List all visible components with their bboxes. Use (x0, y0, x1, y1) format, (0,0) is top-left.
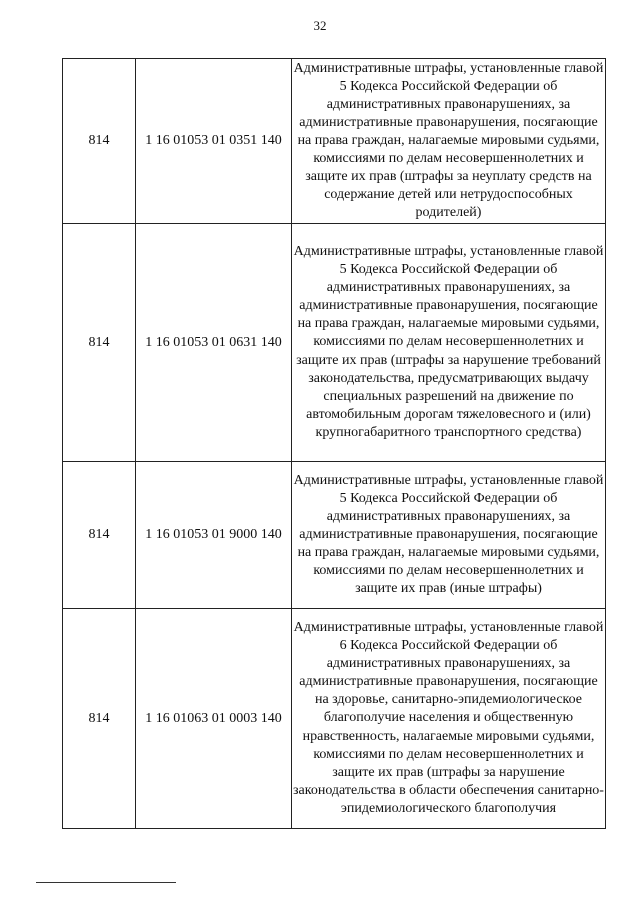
administrator-code-cell: 814 (63, 609, 136, 829)
kbk-code-cell: 1 16 01053 01 0351 140 (136, 59, 292, 224)
kbk-code-cell: 1 16 01053 01 9000 140 (136, 462, 292, 609)
kbk-code-cell: 1 16 01053 01 0631 140 (136, 224, 292, 462)
revenue-name-cell: Административные штрафы, установленные главой 5 Кодекса Российской Федерации об административных правонарушениях, за административные правонарушения, посягающие на права граждан, налагаемые мировыми судьями, комиссиями по делам несовершеннолетних и защите их прав (штрафы за нарушение требований законодательства, предусматривающих выдачу специальных разрешений на движение по автомобильным дорогам тяжеловесного и (или) крупногабаритного транспортного средства) (292, 224, 606, 462)
revenue-name-cell: Административные штрафы, установленные главой 5 Кодекса Российской Федерации об административных правонарушениях, за административные правонарушения, посягающие на права граждан, налагаемые мировыми судьями, комиссиями по делам несовершеннолетних и защите их прав (иные штрафы) (292, 462, 606, 609)
administrator-code-cell: 814 (63, 462, 136, 609)
table-row (63, 609, 606, 829)
table-row (63, 59, 606, 224)
administrator-code-cell: 814 (63, 224, 136, 462)
kbk-code-cell: 1 16 01063 01 0003 140 (136, 609, 292, 829)
budget-classification-table (62, 58, 606, 829)
table-row (63, 462, 606, 609)
revenue-name-cell: Административные штрафы, установленные главой 6 Кодекса Российской Федерации об административных правонарушениях, за административные правонарушения, посягающие на здоровье, санитарно-эпидемиологическое благополучие населения и общественную нравственность, налагаемые мировыми судьями, комиссиями по делам несовершеннолетних и защите их прав (штрафы за нарушение законодательства в области обеспечения санитарно-эпидемиологического благополучия (292, 609, 606, 829)
administrator-code-cell: 814 (63, 59, 136, 224)
footnote-separator (36, 882, 176, 883)
page-number: 32 (313, 18, 327, 33)
table-row (63, 224, 606, 462)
revenue-name-cell: Административные штрафы, установленные главой 5 Кодекса Российской Федерации об административных правонарушениях, за административные правонарушения, посягающие на права граждан, налагаемые мировыми судьями, комиссиями по делам несовершеннолетних и защите их прав (штрафы за неуплату средств на содержание детей или нетрудоспособных родителей) (292, 59, 606, 224)
